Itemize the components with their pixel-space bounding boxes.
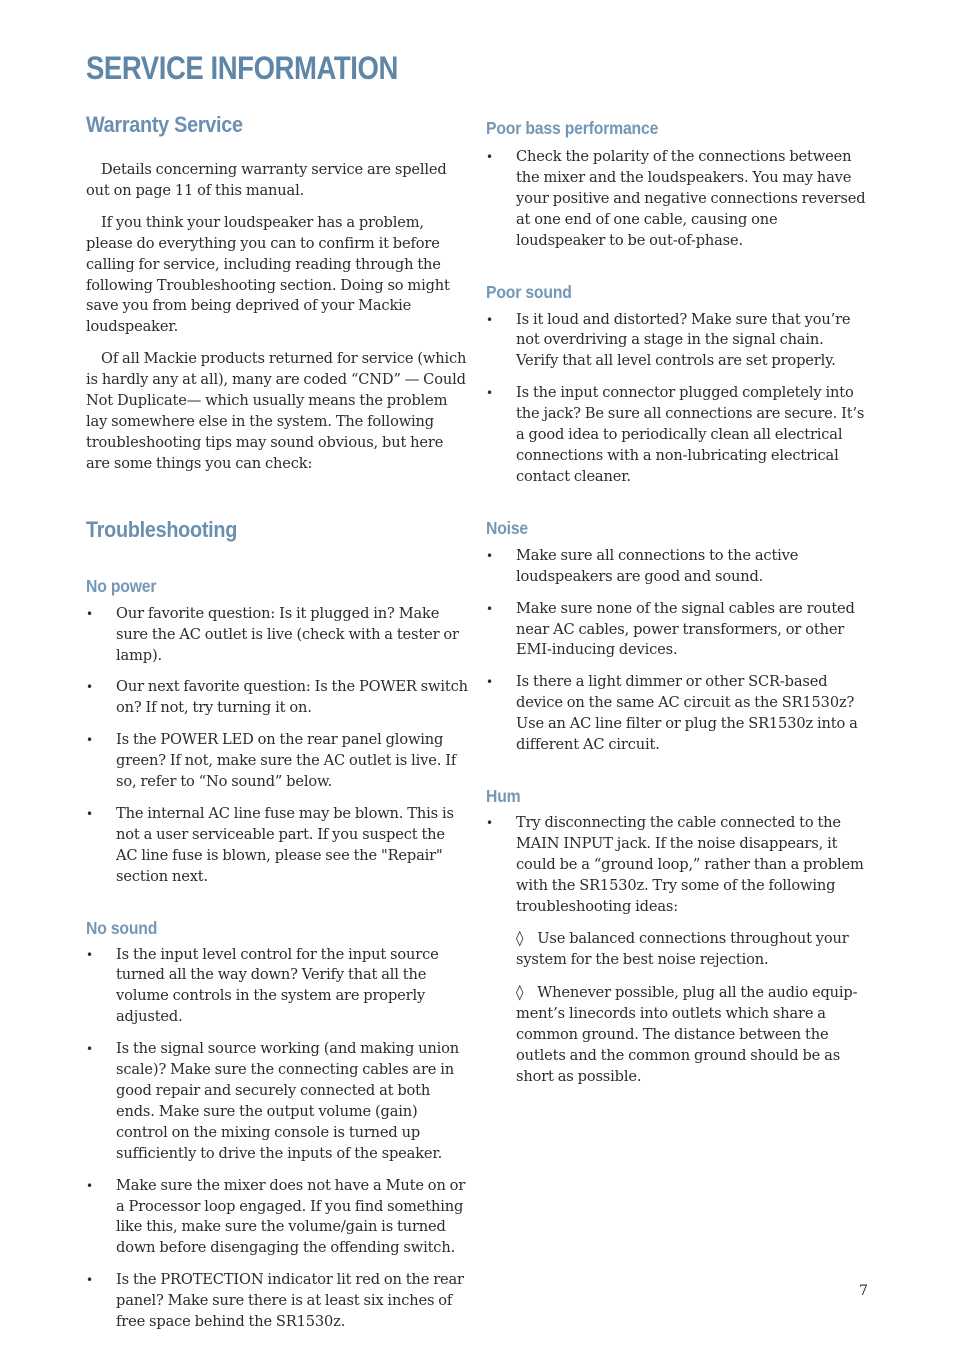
bullet-icon: • <box>86 606 93 621</box>
noise-list <box>486 546 868 756</box>
no-power-list <box>86 604 468 888</box>
diamond-icon: ◊ <box>516 983 524 1002</box>
bullet-icon: • <box>486 675 493 690</box>
list-item: • Our next favorite question: Is the POWER switch on? If not, try turning it on. <box>86 678 468 717</box>
no-sound-list <box>86 945 468 1333</box>
page-number: 7 <box>859 1283 868 1299</box>
poor-bass-heading: Poor bass performance <box>486 118 659 138</box>
list-item: • Try disconnecting the cable connected to the MAIN INPUT jack. If the noise disappears, it could be a “ground loop,” rather than a problem with the SR1530z. Try some of the following troubleshooting ideas: <box>486 813 864 915</box>
list-item: • Make sure none of the signal cables are routed near AC cables, power transformers, or other EMI-inducing devices. <box>486 599 855 659</box>
bullet-icon: • <box>86 680 93 695</box>
list-item: • Is the input level control for the input source turned all the way down? Verify that all the volume controls in the system are properly adjusted. <box>86 945 439 1026</box>
list-item: • Is the input connector plugged completely into the jack? Be sure all connections are secure. It’s a good idea to periodically clean all electrical connections with a non-lubricating electrical contact cleaner. <box>486 384 865 485</box>
no-power-heading: No power <box>86 575 157 596</box>
bullet-icon: • <box>86 947 93 962</box>
poor-sound-heading: Poor sound <box>486 281 572 302</box>
list-item: • Is it loud and distorted? Make sure that you’re not overdriving a stage in the signal chain. Verify that all level controls are set properly. <box>486 310 851 370</box>
warranty-paragraph: Of all Mackie products returned for service (which is hardly any at all), many are coded “CND” — Could Not Duplicate— which usually means the problem lay somewhere else in the system. The following troubleshooting tips may sound obvious, but here are some things you can check: <box>86 350 467 472</box>
list-item: • The internal AC line fuse may be blown. This is not a user serviceable part. If you suspect the AC line fuse is blown, please see the "Repair" section next. <box>86 804 454 885</box>
left-column <box>86 112 468 1333</box>
bullet-icon: • <box>86 1273 93 1288</box>
warranty-heading: Warranty Service <box>86 112 243 137</box>
bullet-icon: • <box>486 386 493 401</box>
hum-sub-item: ◊ Whenever possible, plug all the audio equipment’s linecords into outlets which share a common ground. The distance between the outlets and the common ground should be as short as possible. <box>516 983 858 1085</box>
warranty-paragraph: If you think your loudspeaker has a problem, please do everything you can to confirm it before calling for service, including reading through the following Troubleshooting section. Doing so might save you from being deprived of your Mackie loudspeaker. <box>86 213 450 336</box>
bullet-icon: • <box>86 1042 93 1057</box>
warranty-paragraph: Details concerning warranty service are spelled out on page 11 of this manual. <box>86 161 447 199</box>
hum-heading: Hum <box>486 785 521 806</box>
bullet-icon: • <box>486 548 493 563</box>
bullet-icon: • <box>86 733 93 748</box>
list-item: • Make sure all connections to the active loudspeakers are good and sound. <box>486 546 799 585</box>
list-item: • Is there a light dimmer or other SCR-based device on the same AC circuit as the SR1530z? Use an AC line filter or plug the SR1530z into a different AC circuit. <box>486 673 858 754</box>
page-title: SERVICE INFORMATION <box>86 50 398 86</box>
bullet-icon: • <box>486 601 493 616</box>
troubleshooting-heading: Troubleshooting <box>86 516 238 542</box>
list-item: • Is the signal source working (and making union scale)? Make sure the connecting cables are in good repair and securely connected at both ends. Make sure the output volume (gain) control on the mixing console is turned up sufficiently to drive the inputs of the speaker. <box>86 1040 460 1162</box>
list-item: • Check the polarity of the connections between the mixer and the loudspeakers. You may have your positive and negative connections reversed at one end of one cable, causing one loudspeaker to be out-of-phase. <box>486 148 866 249</box>
list-item: • Our favorite question: Is it plugged in? Make sure the AC outlet is live (check with a tester or lamp). <box>86 604 459 664</box>
noise-heading: Noise <box>486 517 528 538</box>
list-item: • Is the POWER LED on the rear panel glowing green? If not, make sure the AC outlet is live. If so, refer to “No sound” below. <box>86 731 457 791</box>
no-sound-heading: No sound <box>86 917 158 938</box>
hum-list <box>486 813 868 918</box>
right-column <box>486 118 868 1088</box>
poor-bass-list <box>486 147 868 252</box>
list-item: • Make sure the mixer does not have a Mute on or a Processor loop engaged. If you find something like this, make sure the volume/gain is turned down before disengaging the offending switch. <box>86 1176 466 1257</box>
bullet-icon: • <box>86 1178 93 1193</box>
poor-sound-list <box>486 310 868 488</box>
list-item: • Is the PROTECTION indicator lit red on the rear panel? Make sure there is at least six inches of free space behind the SR1530z. <box>86 1271 464 1331</box>
bullet-icon: • <box>486 150 493 164</box>
diamond-icon: ◊ <box>516 929 524 948</box>
hum-sub-item: ◊ Use balanced connections throughout your system for the best noise rejection. <box>516 929 849 969</box>
bullet-icon: • <box>86 806 93 821</box>
bullet-icon: • <box>486 815 493 830</box>
bullet-icon: • <box>486 312 493 327</box>
